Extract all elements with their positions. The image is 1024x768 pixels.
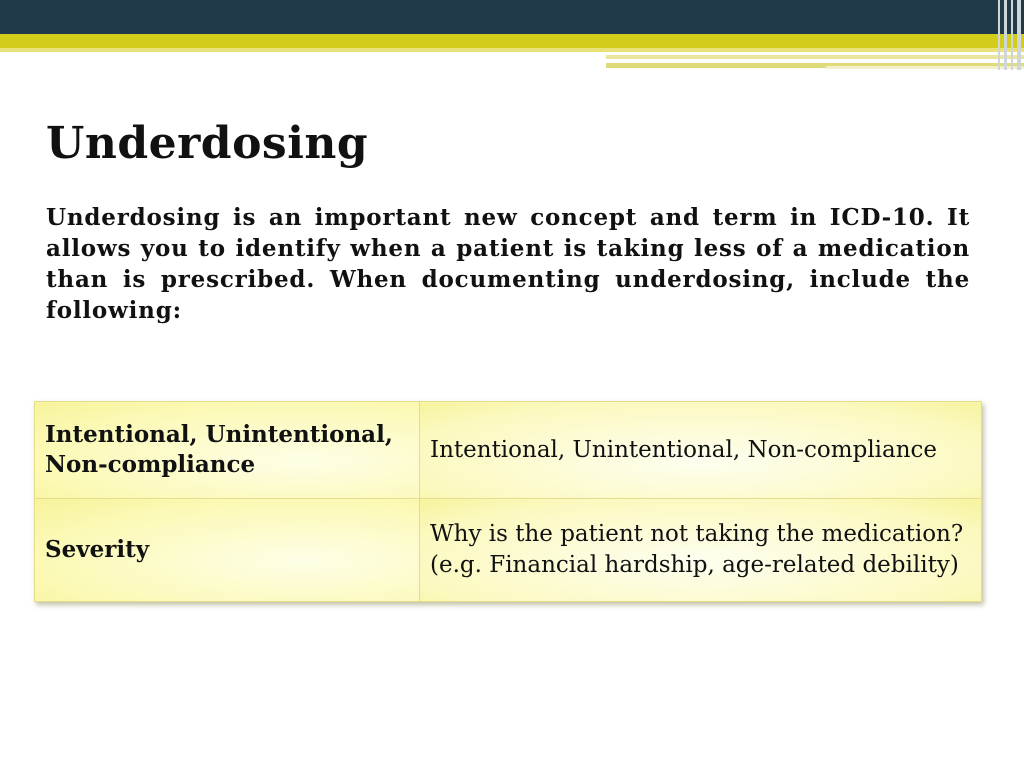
top-accent-thin-stripe [0, 48, 1024, 52]
slide-title: Underdosing [46, 118, 369, 169]
table-row-value: Why is the patient not taking the medication? (e.g. Financial hardship, age-related debility) [420, 499, 982, 602]
underdosing-table [34, 401, 982, 602]
table-row [35, 402, 982, 499]
slide-body-text: Underdosing is an important new concept and term in ICD-10. It allows you to identify when a patient is taking less of a medication than is prescribed. When documenting underdosing, include the following: [46, 204, 970, 324]
table-row [35, 499, 982, 602]
table-row-label: Severity [35, 499, 420, 602]
table-row-label: Intentional, Unintentional, Non-compliance [35, 402, 420, 499]
decorative-stripe [606, 55, 1024, 59]
top-banner [0, 0, 1024, 34]
top-accent-stripe [0, 34, 1024, 48]
decorative-vertical-lines [994, 0, 1024, 70]
table-row-value: Intentional, Unintentional, Non-compliance [420, 402, 982, 499]
